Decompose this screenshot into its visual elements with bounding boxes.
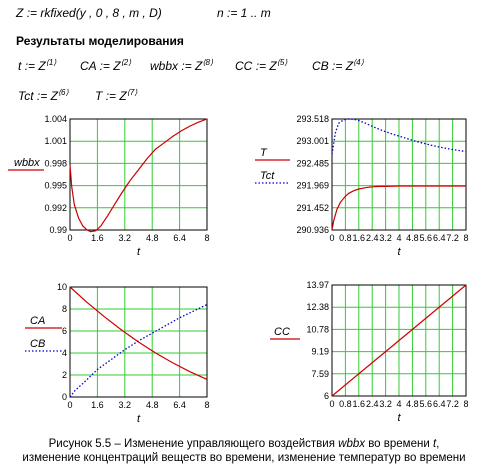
x-tick-label: 2.4 xyxy=(365,399,379,409)
x-tick-label: 4 xyxy=(396,399,402,409)
assign-operator: := xyxy=(26,6,38,20)
y-tick-label: 9.19 xyxy=(311,346,329,357)
x-tick-label: 3.2 xyxy=(379,399,392,409)
legend-label-tct: Tct xyxy=(260,170,275,182)
x-tick-label: 6.4 xyxy=(173,233,186,243)
rkfixed-call: rkfixed(y , 0 , 8 , m , D) xyxy=(40,6,162,20)
x-tick-label: 5.6 xyxy=(419,233,433,243)
y-tick-label: 293.518 xyxy=(296,114,329,124)
x-tick-label: 3.2 xyxy=(379,233,392,243)
x-tick-label: 6.4 xyxy=(432,399,446,409)
y-tick-label: 291.452 xyxy=(296,202,329,213)
y-tick-label: 291.969 xyxy=(296,180,329,191)
y-tick-label: 6 xyxy=(323,391,329,401)
y-tick-label: 8 xyxy=(61,304,67,314)
x-axis-label: t xyxy=(136,246,141,258)
x-axis-label: t xyxy=(397,246,401,258)
x-tick-label: 2.4 xyxy=(365,233,379,243)
x-tick-label: 8 xyxy=(204,233,210,243)
z-variable: Z xyxy=(16,6,24,20)
x-tick-label: 4.8 xyxy=(406,399,419,409)
x-tick-label: 4.8 xyxy=(406,233,419,243)
y-tick-label: 0.995 xyxy=(44,180,67,191)
y-tick-label: 6 xyxy=(61,326,67,336)
y-tick-label: 1.004 xyxy=(44,114,67,124)
y-tick-label: 0 xyxy=(61,392,67,402)
legend-label-wbbx: wbbx xyxy=(14,157,40,169)
y-tick-label: 13.97 xyxy=(306,280,329,290)
def-tct: Tct := $Z^{⟨6⟩}$ xyxy=(18,88,69,103)
y-tick-label: 10.78 xyxy=(306,324,329,335)
figure-caption: Рисунок 5.5 – Изменение управляющего воздействия wbbx во времени t, изменение концентраций веществ во времени, изменение температур во времени xyxy=(22,438,466,464)
y-tick-label: 7.59 xyxy=(311,368,329,379)
x-tick-label: 0.8 xyxy=(339,233,352,243)
y-tick-label: 290.936 xyxy=(296,225,329,235)
x-tick-label: 1.6 xyxy=(352,233,366,243)
def-t-temp: T := $Z^{⟨7⟩}$ xyxy=(95,88,138,103)
x-axis-label: t xyxy=(397,412,401,424)
x-tick-label: 4 xyxy=(396,233,402,243)
legend-label-t: T xyxy=(260,147,267,159)
x-tick-label: 1.6 xyxy=(352,399,366,409)
def-t: t := $Z^{⟨1⟩}$ xyxy=(18,58,57,73)
results-heading: Результаты моделирования xyxy=(16,34,184,48)
def-cc: CC := $Z^{⟨5⟩}$ xyxy=(235,58,288,73)
x-tick-label: 0.8 xyxy=(339,399,352,409)
x-tick-label: 8 xyxy=(463,233,469,243)
y-tick-label: 12.38 xyxy=(306,302,329,313)
x-tick-label: 6.4 xyxy=(173,400,186,410)
x-tick-label: 1.6 xyxy=(91,233,104,243)
x-tick-label: 0 xyxy=(329,399,335,409)
def-cb: CB := $Z^{⟨4⟩}$ xyxy=(312,58,364,73)
y-tick-label: 292.485 xyxy=(296,158,329,169)
x-tick-label: 4.8 xyxy=(145,400,159,410)
x-tick-label: 6.4 xyxy=(432,233,446,243)
x-tick-label: 3.2 xyxy=(118,400,132,410)
y-tick-label: 10 xyxy=(56,282,67,292)
y-tick-label: 0.992 xyxy=(44,202,67,213)
x-tick-label: 1.6 xyxy=(91,400,104,410)
x-tick-label: 8 xyxy=(463,399,469,409)
y-tick-label: 293.001 xyxy=(296,136,329,147)
legend-label-ca: CA xyxy=(30,315,46,327)
x-tick-label: 8 xyxy=(204,400,210,410)
y-tick-label: 4 xyxy=(61,348,67,358)
series-line-cb xyxy=(70,305,207,397)
legend-label-cb: CB xyxy=(30,338,46,350)
x-tick-label: 4.8 xyxy=(145,233,159,243)
plot-frame xyxy=(70,119,207,230)
x-tick-label: 5.6 xyxy=(419,399,433,409)
series-line-ca xyxy=(70,287,207,379)
x-tick-label: 7.2 xyxy=(446,399,459,409)
x-axis-label: t xyxy=(136,413,141,425)
y-tick-label: 1.001 xyxy=(44,136,67,147)
x-tick-label: 7.2 xyxy=(446,233,459,243)
y-tick-label: 0.998 xyxy=(44,158,67,169)
x-tick-label: 0 xyxy=(329,233,335,243)
def-wbbx: wbbx := $Z^{⟨8⟩}$ xyxy=(150,58,214,73)
legend-label-cc: CC xyxy=(274,326,290,338)
x-tick-label: 3.2 xyxy=(118,233,132,243)
y-tick-label: 2 xyxy=(61,370,67,380)
x-tick-label: 0 xyxy=(67,233,73,243)
y-tick-label: 0.99 xyxy=(49,225,67,235)
def-ca: CA := $Z^{⟨2⟩}$ xyxy=(80,58,132,73)
x-tick-label: 0 xyxy=(67,400,73,410)
range-definition: n := 1 .. m xyxy=(217,6,271,20)
series-line-wbbx xyxy=(70,119,207,232)
